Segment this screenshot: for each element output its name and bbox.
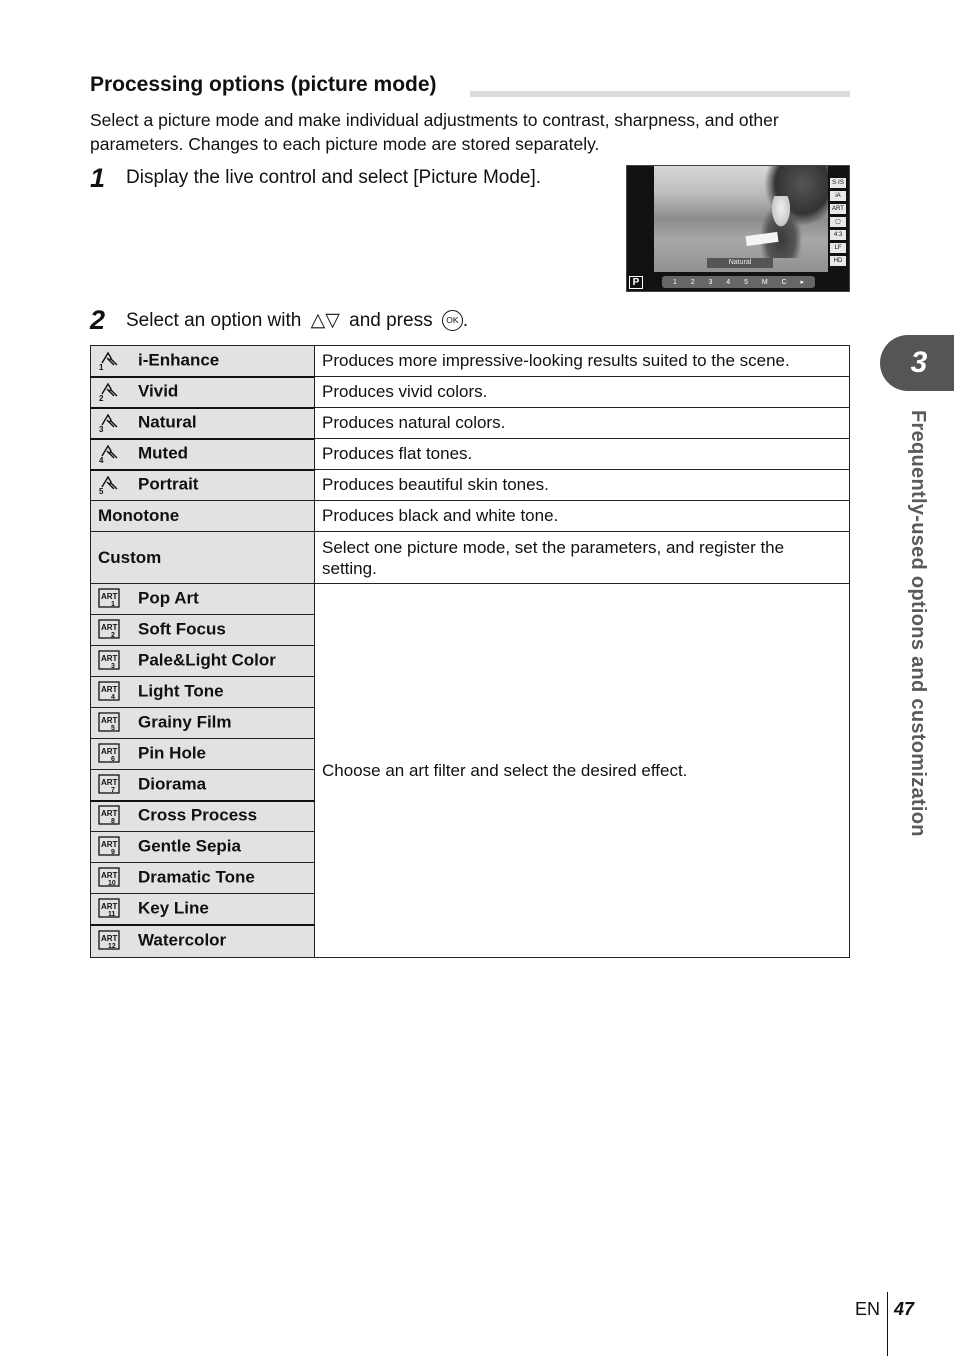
svg-text:ART: ART	[101, 747, 118, 756]
art-filter-icon	[98, 649, 120, 671]
picture-mode-table	[90, 345, 850, 958]
mode-name-cell	[91, 377, 315, 408]
page-number: 47	[894, 1299, 915, 1319]
mode-name: Custom	[98, 547, 162, 567]
bar-item: 4	[726, 278, 731, 286]
picture-mode-icon	[98, 473, 120, 495]
art-filter-name-cell	[91, 801, 315, 832]
art-filter-name-cell	[91, 770, 315, 801]
svg-text:5: 5	[111, 725, 115, 732]
svg-text:10: 10	[108, 880, 116, 887]
art-filter-name: Watercolor	[138, 930, 227, 950]
art-filter-name: Cross Process	[138, 805, 258, 825]
svg-text:4: 4	[99, 456, 104, 464]
svg-text:2: 2	[99, 394, 104, 402]
screen-side-icon: S·IS	[830, 178, 846, 188]
svg-text:3: 3	[99, 425, 104, 433]
section-title: Processing options (picture mode)	[90, 73, 437, 96]
art-filter-name: Soft Focus	[138, 619, 226, 639]
chapter-tab: 3	[880, 335, 954, 391]
art-filter-icon	[98, 929, 120, 951]
art-filter-name: Gentle Sepia	[138, 836, 241, 856]
mode-name: i-Enhance	[138, 350, 220, 370]
art-filter-name-cell	[91, 677, 315, 708]
art-filter-icon	[98, 618, 120, 640]
svg-text:7: 7	[111, 786, 115, 794]
art-filter-name: Grainy Film	[138, 712, 232, 732]
step-1-number: 1	[90, 163, 106, 193]
svg-text:ART: ART	[101, 623, 118, 632]
arrow-up-down-icon: △▽	[310, 310, 340, 331]
bar-item: 1	[672, 278, 677, 286]
svg-text:6: 6	[111, 756, 115, 763]
preview-photo	[654, 166, 828, 272]
mode-name: Portrait	[138, 474, 199, 494]
svg-text:8: 8	[111, 818, 115, 826]
mode-name: Muted	[138, 443, 189, 463]
svg-text:ART: ART	[101, 777, 118, 787]
svg-text:ART: ART	[101, 809, 118, 819]
live-control-screen	[626, 165, 850, 292]
art-filter-name-cell	[91, 584, 315, 615]
svg-text:ART: ART	[101, 934, 118, 944]
picture-mode-icon	[98, 442, 120, 464]
art-filter-icon	[98, 773, 120, 795]
svg-text:ART: ART	[101, 840, 118, 849]
mode-name: Monotone	[98, 506, 180, 525]
art-filter-name-cell	[91, 894, 315, 925]
mode-name-cell	[91, 532, 315, 584]
mode-description: Produces vivid colors.	[315, 377, 850, 408]
screen-side-icon: ART	[830, 204, 846, 214]
svg-text:2: 2	[111, 632, 115, 639]
art-filter-icon	[98, 835, 120, 857]
screen-side-icon: 4:3	[830, 230, 846, 240]
p-mode-badge: P	[629, 276, 643, 289]
svg-text:1: 1	[111, 601, 115, 608]
bar-item: M	[761, 278, 768, 286]
svg-text:ART: ART	[101, 871, 118, 880]
art-filter-name-cell	[91, 739, 315, 770]
picture-mode-bar	[662, 276, 815, 288]
art-filter-name-cell	[91, 925, 315, 958]
art-filter-name-cell	[91, 615, 315, 646]
svg-text:ART: ART	[101, 592, 118, 601]
bar-item: ▸	[800, 279, 805, 286]
svg-text:ART: ART	[101, 654, 118, 663]
mode-description: Produces black and white tone.	[315, 501, 850, 532]
chapter-title: Frequently-used options and customization	[907, 410, 929, 837]
mode-description: Select one picture mode, set the parameters, and register the setting.	[315, 532, 850, 584]
footer-language: EN	[855, 1299, 881, 1319]
mode-name-cell	[91, 346, 315, 377]
art-filter-name: Diorama	[138, 774, 207, 794]
mode-name: Vivid	[138, 381, 179, 401]
art-filter-icon	[98, 742, 120, 764]
mode-description: Produces beautiful skin tones.	[315, 470, 850, 501]
screen-side-icon: iA	[830, 191, 846, 201]
art-filter-icon	[98, 711, 120, 733]
art-filter-name: Pin Hole	[138, 743, 207, 763]
mode-description: Produces natural colors.	[315, 408, 850, 439]
picture-mode-icon	[98, 349, 120, 371]
art-filter-icon	[98, 897, 120, 919]
bar-item: C	[781, 278, 787, 286]
screen-side-icon: HD	[830, 256, 846, 266]
art-filter-icon	[98, 680, 120, 702]
art-filter-name: Dramatic Tone	[138, 867, 255, 887]
art-filter-name-cell	[91, 646, 315, 677]
mode-name-cell	[91, 408, 315, 439]
screen-side-icon: LF	[830, 243, 846, 253]
mode-description: Produces more impressive-looking results suited to the scene.	[315, 346, 850, 377]
picture-mode-icon	[98, 380, 120, 402]
ok-button-icon: OK	[442, 310, 463, 331]
art-filter-description: Choose an art filter and select the desired effect.	[315, 584, 850, 958]
art-filter-name: Key Line	[138, 898, 209, 918]
art-filter-name: Pale&Light Color	[138, 650, 276, 670]
mode-name-cell	[91, 439, 315, 470]
step-1-text: Display the live control and select [Picture Mode].	[126, 167, 542, 188]
svg-text:4: 4	[111, 694, 115, 701]
art-filter-name: Light Tone	[138, 681, 224, 701]
step-2-text-after: and press	[349, 310, 433, 331]
bar-item: 5	[744, 278, 748, 286]
step-2-text-before: Select an option with	[126, 310, 302, 331]
bar-item: 3	[708, 278, 713, 286]
step-2-number: 2	[90, 305, 106, 335]
svg-text:ART: ART	[101, 685, 118, 694]
screen-side-icons	[830, 178, 846, 266]
svg-text:ART: ART	[101, 716, 118, 725]
svg-text:12: 12	[108, 943, 116, 951]
step-2-text	[126, 309, 468, 332]
mode-name-cell	[91, 470, 315, 501]
svg-text:3: 3	[111, 663, 115, 670]
art-filter-name: Pop Art	[138, 588, 199, 608]
svg-text:11: 11	[108, 910, 116, 918]
svg-text:9: 9	[111, 849, 115, 856]
title-rule	[470, 91, 850, 97]
art-filter-name-cell	[91, 863, 315, 894]
mode-description: Produces flat tones.	[315, 439, 850, 470]
mode-name-cell	[91, 501, 315, 532]
svg-text:1: 1	[99, 362, 104, 371]
art-filter-icon	[98, 866, 120, 888]
mode-name: Natural	[138, 412, 197, 432]
picture-mode-icon	[98, 411, 120, 433]
art-filter-name-cell	[91, 708, 315, 739]
art-filter-icon	[98, 587, 120, 609]
svg-text:ART: ART	[101, 901, 118, 911]
bar-item: 2	[690, 278, 695, 286]
svg-text:5: 5	[99, 487, 104, 496]
step-2-period: .	[462, 310, 469, 331]
screen-mode-label: Natural	[707, 258, 773, 268]
art-filter-name-cell	[91, 832, 315, 863]
screen-side-icon: ▢	[830, 217, 846, 227]
intro-paragraph: Select a picture mode and make individual adjustments to contrast, sharpness, and other parameters. Changes to each picture mode are stored separately.	[90, 110, 779, 154]
art-filter-icon	[98, 804, 120, 826]
footer-divider	[887, 1292, 888, 1356]
